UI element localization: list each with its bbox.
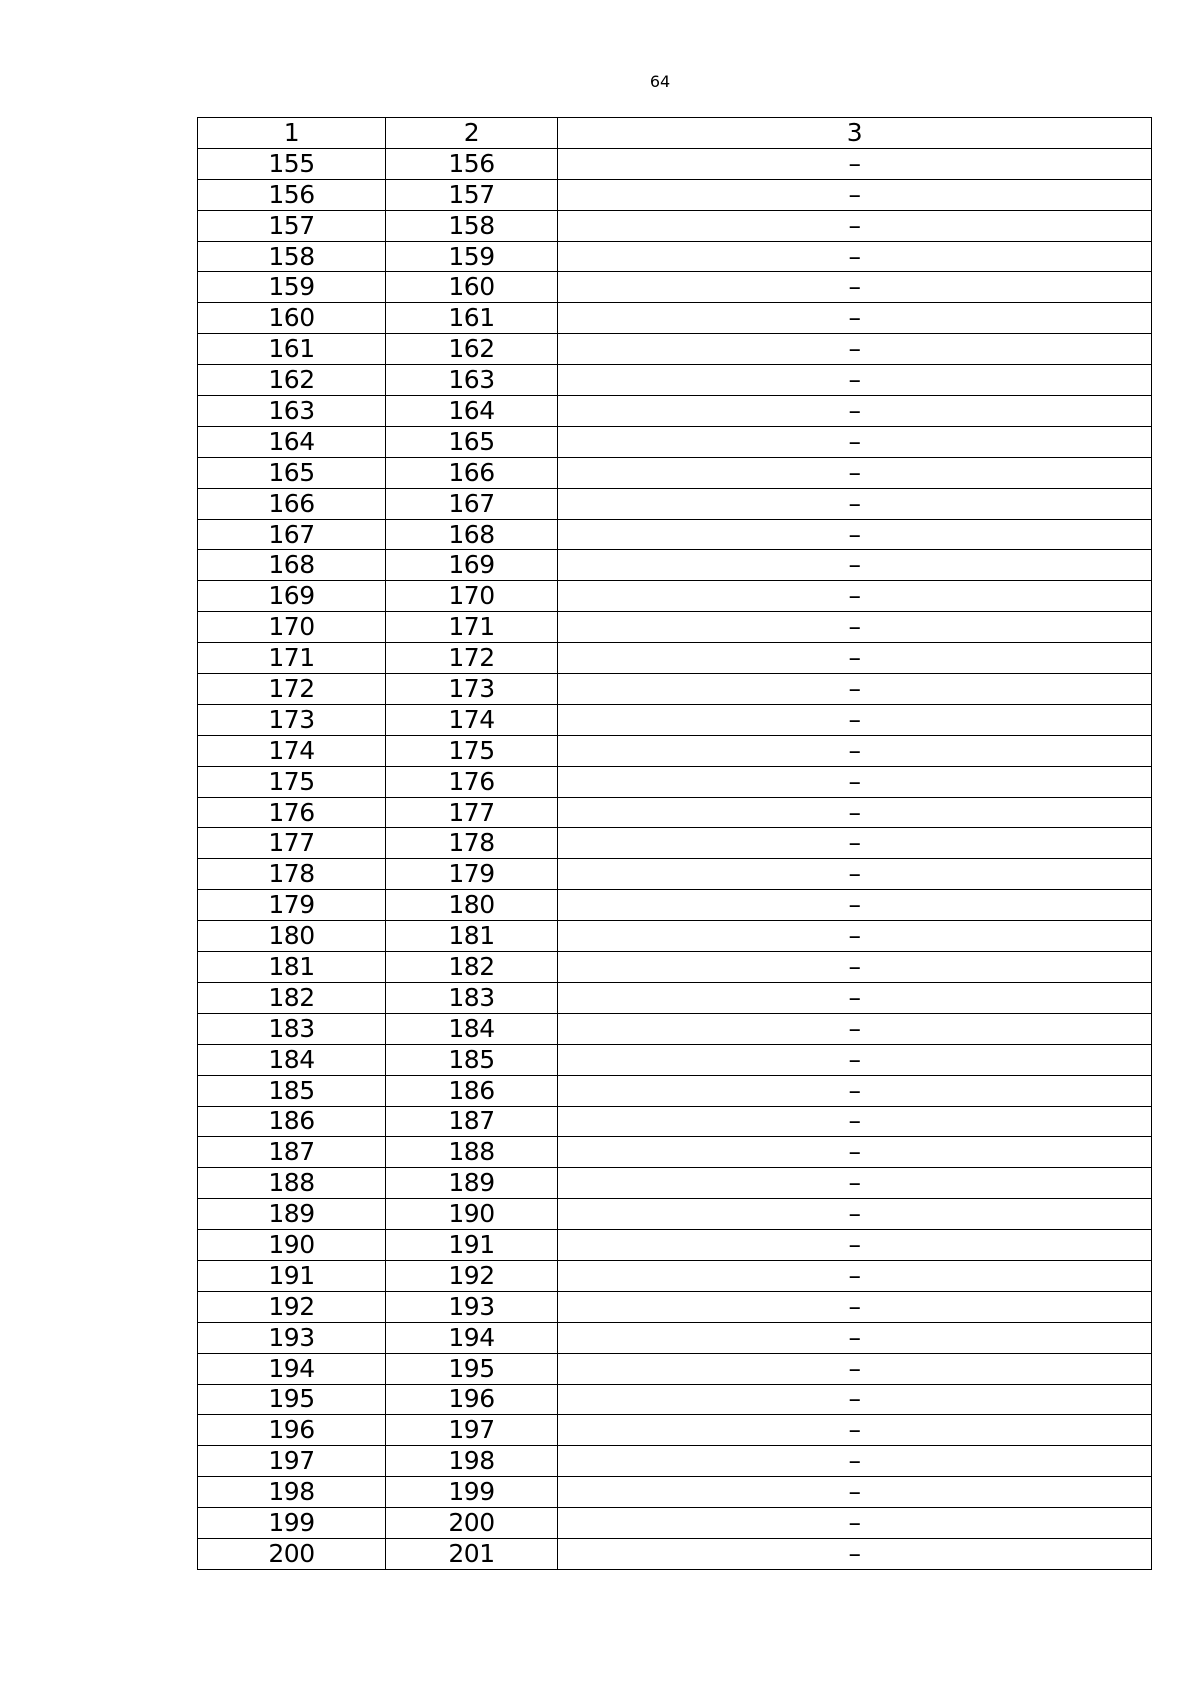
table-row xyxy=(198,859,1152,890)
table-cell: 190 xyxy=(198,1230,386,1261)
table-cell: 174 xyxy=(198,735,386,766)
table-cell: 167 xyxy=(386,488,558,519)
table-cell: – xyxy=(558,1106,1152,1137)
table-cell: 186 xyxy=(198,1106,386,1137)
table-cell: 189 xyxy=(386,1168,558,1199)
table-cell: 176 xyxy=(386,766,558,797)
table-cell: – xyxy=(558,179,1152,210)
table-row xyxy=(198,1384,1152,1415)
table-row xyxy=(198,1322,1152,1353)
table-row xyxy=(198,303,1152,334)
table-cell: 164 xyxy=(198,426,386,457)
table-cell: 195 xyxy=(198,1384,386,1415)
table-cell: 172 xyxy=(386,643,558,674)
table-cell: 184 xyxy=(386,1013,558,1044)
table-cell: – xyxy=(558,828,1152,859)
data-table xyxy=(197,117,1152,1570)
table-cell: 159 xyxy=(386,241,558,272)
table-row xyxy=(198,148,1152,179)
table-cell: – xyxy=(558,1538,1152,1569)
table-row xyxy=(198,612,1152,643)
table-cell: – xyxy=(558,1230,1152,1261)
table-cell: 175 xyxy=(386,735,558,766)
table-row xyxy=(198,797,1152,828)
table-cell: – xyxy=(558,1260,1152,1291)
table-cell: 156 xyxy=(198,179,386,210)
table-cell: – xyxy=(558,396,1152,427)
table-row xyxy=(198,1044,1152,1075)
table-row xyxy=(198,519,1152,550)
table-row xyxy=(198,674,1152,705)
table-cell: 198 xyxy=(198,1477,386,1508)
table-row xyxy=(198,1106,1152,1137)
table-cell: 172 xyxy=(198,674,386,705)
table-row xyxy=(198,457,1152,488)
table-row xyxy=(198,272,1152,303)
table-cell: 158 xyxy=(386,210,558,241)
table-row xyxy=(198,1291,1152,1322)
table-cell: 175 xyxy=(198,766,386,797)
table-cell: – xyxy=(558,1137,1152,1168)
table-cell: 183 xyxy=(386,982,558,1013)
table-cell: 193 xyxy=(198,1322,386,1353)
table-cell: – xyxy=(558,1384,1152,1415)
table-cell: 171 xyxy=(198,643,386,674)
table-cell: – xyxy=(558,241,1152,272)
table-row xyxy=(198,581,1152,612)
table-cell: – xyxy=(558,210,1152,241)
table-row xyxy=(198,952,1152,983)
table-row xyxy=(198,1199,1152,1230)
table-row xyxy=(198,1013,1152,1044)
table-cell: – xyxy=(558,457,1152,488)
table-cell: 197 xyxy=(386,1415,558,1446)
table-cell: – xyxy=(558,612,1152,643)
column-header: 2 xyxy=(386,118,558,149)
table-row xyxy=(198,179,1152,210)
table-cell: 155 xyxy=(198,148,386,179)
table-header-row xyxy=(198,118,1152,149)
table-cell: – xyxy=(558,1353,1152,1384)
table-header xyxy=(198,118,1152,149)
table-row xyxy=(198,1508,1152,1539)
table-cell: 159 xyxy=(198,272,386,303)
table-cell: 187 xyxy=(198,1137,386,1168)
table-cell: 189 xyxy=(198,1199,386,1230)
table-row xyxy=(198,1353,1152,1384)
table-row xyxy=(198,921,1152,952)
table-cell: 200 xyxy=(198,1538,386,1569)
table-cell: 166 xyxy=(386,457,558,488)
table-cell: – xyxy=(558,1168,1152,1199)
table-row xyxy=(198,1137,1152,1168)
table-cell: – xyxy=(558,1291,1152,1322)
table-cell: 162 xyxy=(198,365,386,396)
table-cell: 170 xyxy=(386,581,558,612)
column-header: 1 xyxy=(198,118,386,149)
table-cell: – xyxy=(558,921,1152,952)
table-cell: 169 xyxy=(386,550,558,581)
table-cell: 168 xyxy=(198,550,386,581)
table-row xyxy=(198,1260,1152,1291)
table-cell: – xyxy=(558,890,1152,921)
table-row xyxy=(198,1230,1152,1261)
table-cell: – xyxy=(558,426,1152,457)
table-cell: – xyxy=(558,488,1152,519)
table-cell: 160 xyxy=(386,272,558,303)
table-cell: 187 xyxy=(386,1106,558,1137)
table-cell: – xyxy=(558,982,1152,1013)
table-cell: – xyxy=(558,334,1152,365)
table-row xyxy=(198,1538,1152,1569)
table-cell: – xyxy=(558,1477,1152,1508)
table-cell: 157 xyxy=(386,179,558,210)
table-row xyxy=(198,241,1152,272)
table-row xyxy=(198,766,1152,797)
table-cell: 158 xyxy=(198,241,386,272)
table-cell: – xyxy=(558,797,1152,828)
table-cell: 156 xyxy=(386,148,558,179)
table-cell: 163 xyxy=(386,365,558,396)
table-cell: 185 xyxy=(386,1044,558,1075)
table-cell: 165 xyxy=(386,426,558,457)
table-cell: 161 xyxy=(386,303,558,334)
column-header: 3 xyxy=(558,118,1152,149)
table-cell: 180 xyxy=(198,921,386,952)
table-cell: 168 xyxy=(386,519,558,550)
table-cell: 192 xyxy=(386,1260,558,1291)
table-cell: 178 xyxy=(198,859,386,890)
table-cell: 196 xyxy=(198,1415,386,1446)
table-cell: – xyxy=(558,735,1152,766)
table-cell: – xyxy=(558,272,1152,303)
table-cell: 183 xyxy=(198,1013,386,1044)
table-cell: – xyxy=(558,1415,1152,1446)
table-row xyxy=(198,426,1152,457)
table-cell: 170 xyxy=(198,612,386,643)
table-cell: 174 xyxy=(386,704,558,735)
table-cell: 157 xyxy=(198,210,386,241)
table-cell: 182 xyxy=(198,982,386,1013)
table-row xyxy=(198,1168,1152,1199)
table-cell: 181 xyxy=(386,921,558,952)
table-row xyxy=(198,1477,1152,1508)
table-row xyxy=(198,643,1152,674)
table-row xyxy=(198,334,1152,365)
table-cell: 179 xyxy=(198,890,386,921)
table-cell: 165 xyxy=(198,457,386,488)
table-cell: 188 xyxy=(198,1168,386,1199)
table-cell: – xyxy=(558,859,1152,890)
table-row xyxy=(198,1415,1152,1446)
table-cell: – xyxy=(558,1508,1152,1539)
table-row xyxy=(198,1446,1152,1477)
table-cell: 173 xyxy=(198,704,386,735)
table-cell: 181 xyxy=(198,952,386,983)
table-row xyxy=(198,828,1152,859)
table-cell: 197 xyxy=(198,1446,386,1477)
table-cell: 176 xyxy=(198,797,386,828)
table-cell: 188 xyxy=(386,1137,558,1168)
table-cell: 164 xyxy=(386,396,558,427)
table-row xyxy=(198,982,1152,1013)
table-cell: – xyxy=(558,1199,1152,1230)
table-cell: 179 xyxy=(386,859,558,890)
table-cell: – xyxy=(558,1322,1152,1353)
table-cell: 167 xyxy=(198,519,386,550)
table-cell: 200 xyxy=(386,1508,558,1539)
table-cell: 185 xyxy=(198,1075,386,1106)
table-cell: 192 xyxy=(198,1291,386,1322)
table-row xyxy=(198,890,1152,921)
table-row xyxy=(198,396,1152,427)
table-cell: 191 xyxy=(198,1260,386,1291)
table-cell: – xyxy=(558,550,1152,581)
table-cell: 190 xyxy=(386,1199,558,1230)
table-cell: – xyxy=(558,148,1152,179)
table-cell: – xyxy=(558,643,1152,674)
table-cell: – xyxy=(558,674,1152,705)
table-cell: 186 xyxy=(386,1075,558,1106)
table-cell: 196 xyxy=(386,1384,558,1415)
table-cell: 199 xyxy=(198,1508,386,1539)
table-row xyxy=(198,365,1152,396)
table-cell: – xyxy=(558,365,1152,396)
table-row xyxy=(198,550,1152,581)
table-row xyxy=(198,735,1152,766)
table-cell: – xyxy=(558,1013,1152,1044)
table-cell: – xyxy=(558,303,1152,334)
table-cell: 193 xyxy=(386,1291,558,1322)
table-row xyxy=(198,210,1152,241)
table-cell: – xyxy=(558,519,1152,550)
table-cell: 177 xyxy=(198,828,386,859)
table-body xyxy=(198,148,1152,1569)
table-cell: 171 xyxy=(386,612,558,643)
table-row xyxy=(198,704,1152,735)
table-cell: 162 xyxy=(386,334,558,365)
table-cell: 166 xyxy=(198,488,386,519)
table-cell: 182 xyxy=(386,952,558,983)
table-cell: 195 xyxy=(386,1353,558,1384)
table-cell: 194 xyxy=(198,1353,386,1384)
table-cell: 163 xyxy=(198,396,386,427)
table-cell: 184 xyxy=(198,1044,386,1075)
table-cell: 199 xyxy=(386,1477,558,1508)
table-cell: 201 xyxy=(386,1538,558,1569)
table-cell: 180 xyxy=(386,890,558,921)
table-row xyxy=(198,488,1152,519)
table-cell: 161 xyxy=(198,334,386,365)
table-cell: 160 xyxy=(198,303,386,334)
table-cell: 173 xyxy=(386,674,558,705)
table-cell: – xyxy=(558,1044,1152,1075)
table-cell: – xyxy=(558,1446,1152,1477)
table-cell: – xyxy=(558,766,1152,797)
table-cell: 198 xyxy=(386,1446,558,1477)
table-row xyxy=(198,1075,1152,1106)
table-cell: 178 xyxy=(386,828,558,859)
table-cell: 191 xyxy=(386,1230,558,1261)
table-cell: – xyxy=(558,704,1152,735)
table-cell: – xyxy=(558,1075,1152,1106)
table-cell: 169 xyxy=(198,581,386,612)
table-cell: – xyxy=(558,581,1152,612)
table-cell: 194 xyxy=(386,1322,558,1353)
page-number: 64 xyxy=(649,72,671,91)
table-cell: – xyxy=(558,952,1152,983)
table-cell: 177 xyxy=(386,797,558,828)
